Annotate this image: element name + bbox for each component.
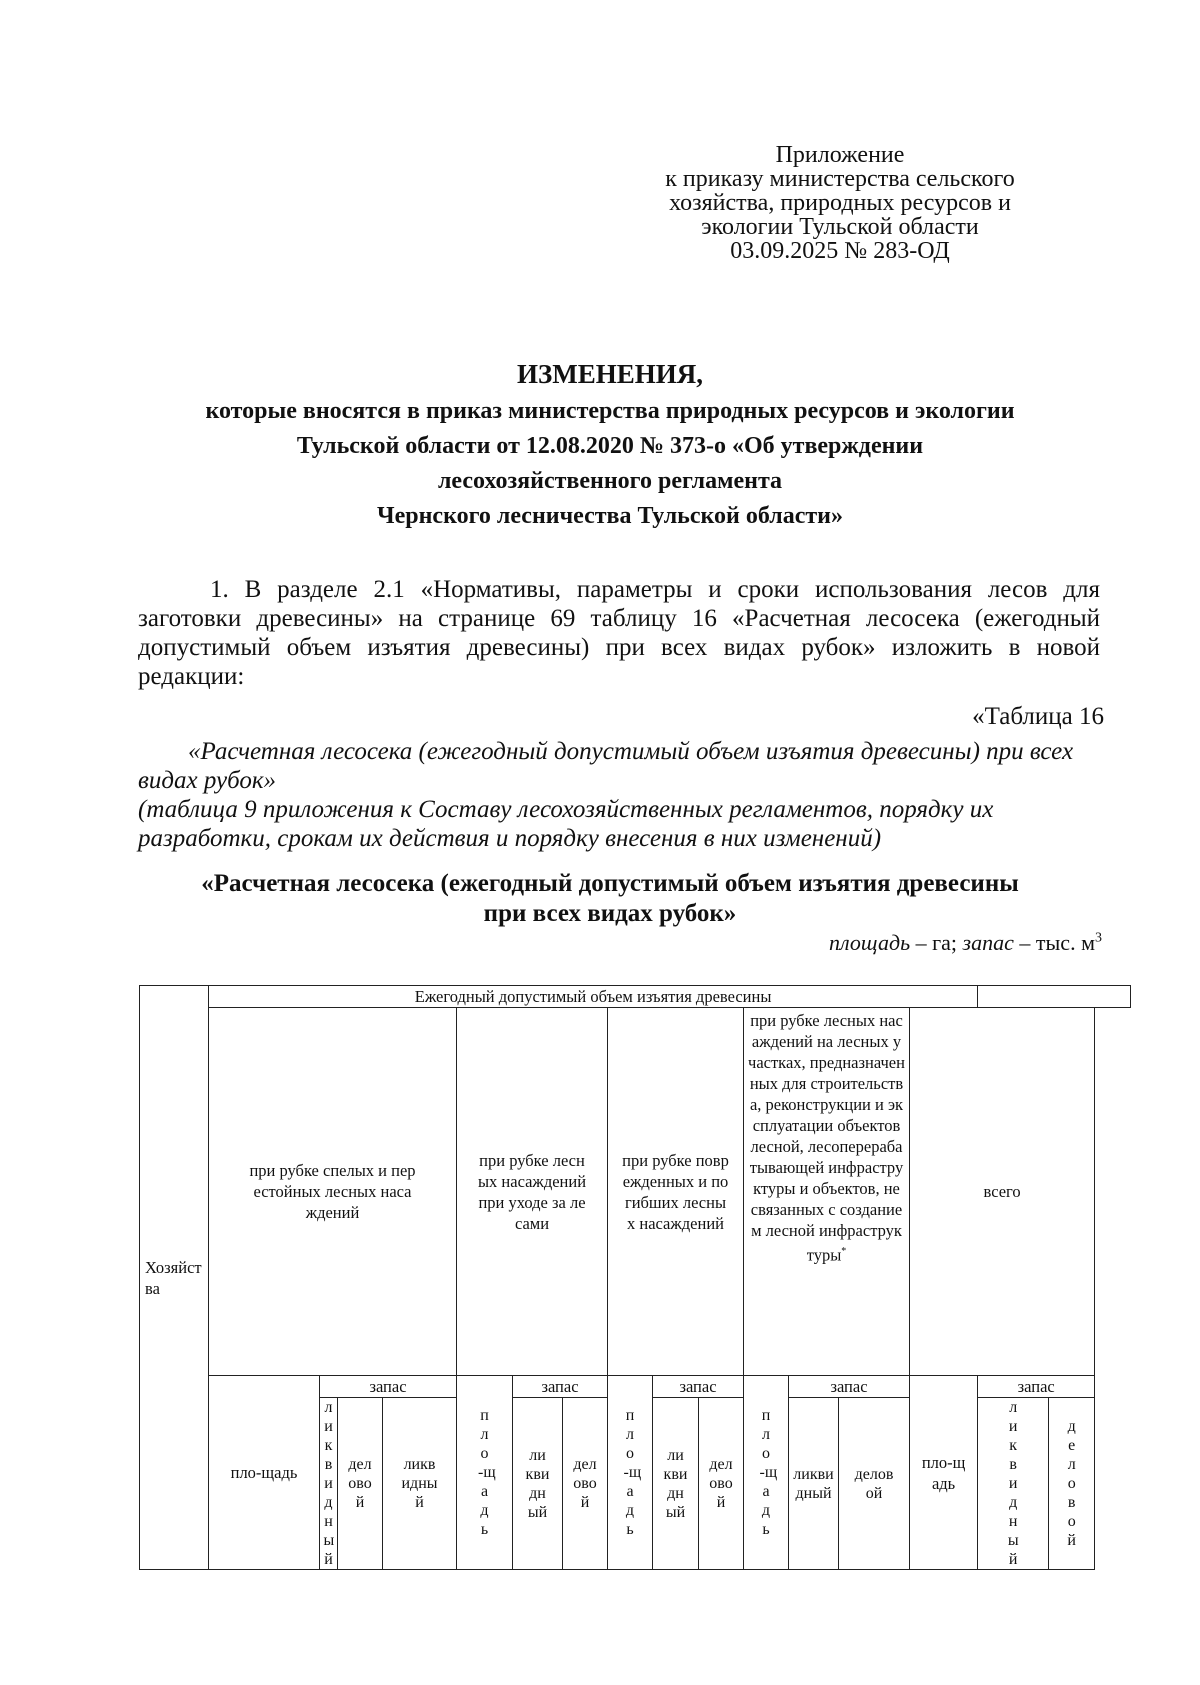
area-header: пло-щадь [910, 1376, 978, 1570]
stock-header: запас [320, 1376, 457, 1398]
liquid-header: ликвидный [978, 1398, 1049, 1570]
stock-header: запас [978, 1376, 1095, 1398]
empty-header-cell [978, 986, 1131, 1008]
italic-table-title [138, 737, 1100, 795]
area-unit: – га; [910, 930, 963, 955]
paragraph-1 [138, 575, 1100, 691]
liquid-header: ликвидный [653, 1398, 699, 1570]
liquid-header: ликвидный [383, 1398, 457, 1570]
italic-title-text: «Расчетная лесосека (ежегодный допустимый объем изъятия древесины) при всех видах рубок» [138, 738, 1074, 794]
heading-title: ИЗМЕНЕНИЯ, [516, 359, 703, 389]
area-header: пло-щадь [608, 1376, 653, 1570]
group-mature-header: при рубке спелых и перестойных лесных насаждений [209, 1008, 457, 1376]
document-heading [130, 357, 1090, 534]
area-header: пло-щадь [209, 1376, 320, 1570]
appendix-line: к приказу министерства сельского [665, 166, 1015, 192]
liquid-header: ликвидный [320, 1398, 338, 1570]
stock-header: запас [653, 1376, 744, 1398]
units-note [829, 930, 1102, 956]
area-label: площадь [828, 930, 911, 955]
area-header: пло-щадь [457, 1376, 513, 1570]
group-total-header: всего [910, 1008, 1095, 1376]
bold-title-line: «Расчетная лесосека (ежегодный допустимый объем изъятия древесины [201, 870, 1019, 897]
paragraph-text: 1. В разделе 2.1 «Нормативы, параметры и сроки использования лесов для заготовки древесины» на странице 69 таблицу 16 «Расчетная лесосека (ежегодный допустимый объем изъятия древесины) при всех видах рубок» изложить в новой редакции: [138, 576, 1100, 690]
heading-line: которые вносятся в приказ министерства природных ресурсов и экологии [205, 398, 1015, 424]
harvest-table [139, 985, 1131, 1570]
stock-header: запас [789, 1376, 910, 1398]
liquid-header: ликвидный [789, 1398, 839, 1570]
table-reference: «Таблица 16 [972, 703, 1104, 730]
stock-unit: – тыс. м [1013, 930, 1095, 955]
stock-label: запас [962, 930, 1014, 955]
group-construction-header [744, 1008, 910, 1376]
footnote-mark: * [841, 1246, 847, 1257]
heading-line: Чернского лесничества Тульской области» [376, 503, 843, 529]
appendix-line: Приложение [775, 142, 905, 168]
annual-volume-header: Ежегодный допустимый объем изъятия древесины [209, 986, 978, 1008]
business-header: деловой [839, 1398, 910, 1570]
business-header: деловой [1049, 1398, 1095, 1570]
appendix-line: хозяйства, природных ресурсов и [669, 190, 1011, 216]
col-farm-header: Хозяйства [140, 986, 209, 1570]
stock-header: запас [513, 1376, 608, 1398]
group-damaged-header: при рубке поврежденных и погибших лесных насаждений [608, 1008, 744, 1376]
business-header: деловой [563, 1398, 608, 1570]
bold-title-line: при всех видах рубок» [483, 900, 737, 927]
heading-line: Тульской области от 12.08.2020 № 373-о «Об утверждении [296, 433, 924, 459]
bold-table-title [130, 869, 1090, 929]
group-construction-text: при рубке лесных насаждений на лесных участках, предназначенных для строительства, реконструкции и эксплуатации объектов лесной, лесоперерабатывающей инфраструктуры и объектов, не связанных с созданием лесной инфраструктуры [748, 1011, 905, 1265]
business-header: деловой [338, 1398, 383, 1570]
group-care-header: при рубке лесных насаждений при уходе за лесами [457, 1008, 608, 1376]
stock-unit-sup: 3 [1095, 930, 1102, 946]
appendix-date-number: 03.09.2025 № 283-ОД [730, 238, 950, 264]
area-header: пло-щадь [744, 1376, 789, 1570]
appendix-line: экологии Тульской области [701, 214, 979, 240]
italic-table-note: (таблица 9 приложения к Составу лесохозяйственных регламентов, порядку их разработки, срокам их действия и порядку внесения в них изменений) [138, 796, 994, 852]
appendix-block [620, 143, 1060, 263]
heading-line: лесохозяйственного регламента [437, 468, 783, 494]
liquid-header: ликвидный [513, 1398, 563, 1570]
business-header: деловой [699, 1398, 744, 1570]
